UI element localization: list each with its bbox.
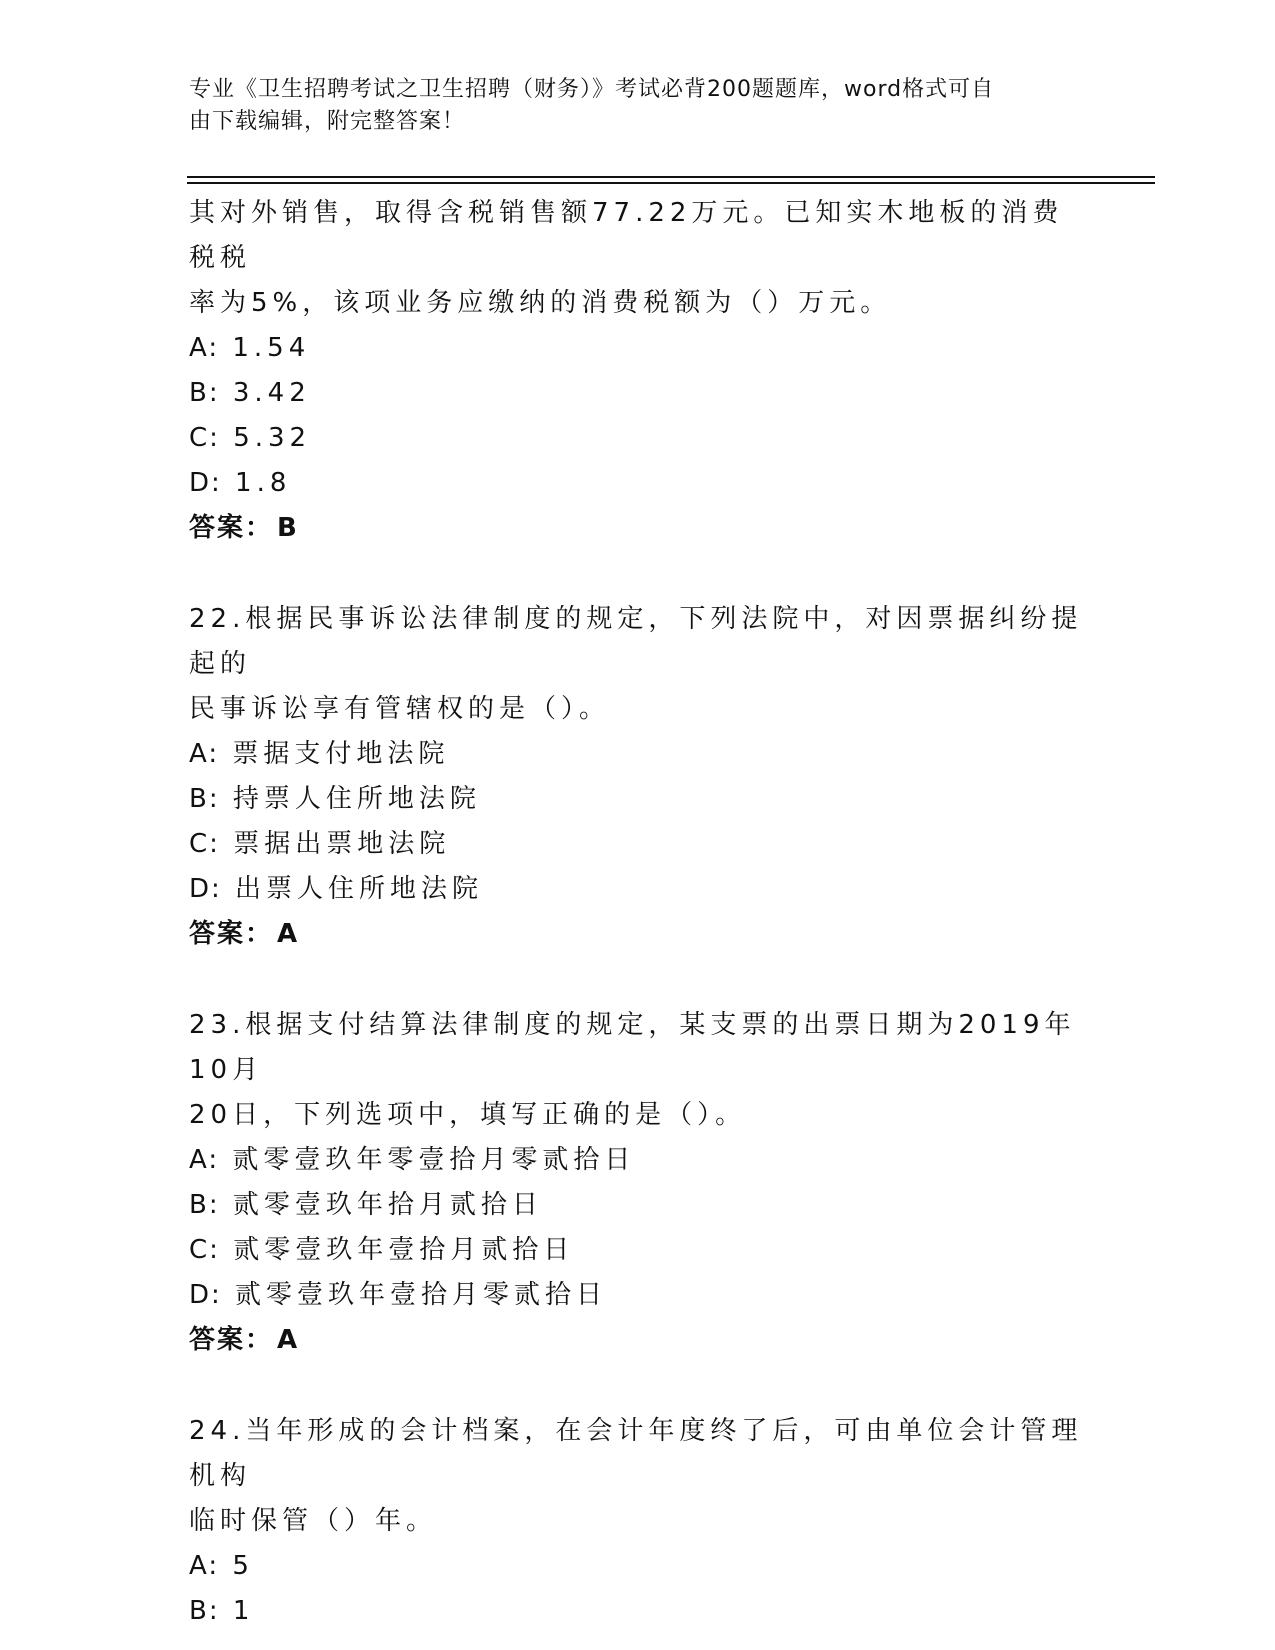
option-c: [189, 1228, 1089, 1273]
option-a: [189, 1138, 1089, 1183]
option-d: [189, 461, 1089, 506]
header-divider-top: [187, 176, 1155, 178]
option-text: 票据出票地法院: [233, 829, 451, 859]
answer-label: 答案：: [189, 919, 274, 949]
option-b: [189, 371, 1089, 416]
option-key: B:: [189, 378, 220, 408]
option-key: B:: [189, 1596, 220, 1626]
document-header: [189, 74, 1069, 138]
option-b: [189, 777, 1089, 822]
header-divider-bottom: [187, 182, 1155, 184]
option-text: 票据支付地法院: [232, 739, 450, 769]
option-key: B:: [189, 784, 220, 814]
option-b: [189, 1183, 1089, 1228]
option-text: 贰零壹玖年壹拾月零贰拾日: [235, 1280, 608, 1310]
option-key: C:: [189, 423, 220, 453]
option-text: 3.42: [232, 378, 311, 408]
option-text: 贰零壹玖年壹拾月贰拾日: [233, 1235, 575, 1265]
answer-label: 答案：: [189, 1325, 274, 1355]
option-a: [189, 1544, 1089, 1589]
option-c: [189, 416, 1089, 461]
question-stem-line: 率为5%，该项业务应缴纳的消费税额为（）万元。: [189, 288, 892, 318]
option-text: 1.8: [235, 468, 292, 498]
option-text: 贰零壹玖年零壹拾月零贰拾日: [232, 1145, 636, 1175]
question-stem-line: 24.当年形成的会计档案，在会计年度终了后，可由单位会计管理机构: [189, 1416, 1083, 1491]
option-text: 持票人住所地法院: [232, 784, 481, 814]
option-a: [189, 326, 1089, 371]
question-stem-line: 23.根据支付结算法律制度的规定，某支票的出票日期为2019年10月: [189, 1010, 1076, 1085]
question-stem-line: 22.根据民事诉讼法律制度的规定，下列法院中，对因票据纠纷提起的: [189, 604, 1083, 679]
option-text: 出票人住所地法院: [235, 874, 484, 904]
question-24: [189, 1409, 1089, 1634]
option-key: A:: [189, 333, 220, 363]
option-text: 1.54: [232, 333, 311, 363]
option-c: [189, 822, 1089, 867]
answer-line: [189, 1318, 1089, 1363]
option-key: B:: [189, 1190, 220, 1220]
option-key: D:: [189, 874, 222, 904]
option-key: A:: [189, 1145, 220, 1175]
option-d: [189, 867, 1089, 912]
option-key: D:: [189, 1280, 222, 1310]
option-text: 贰零壹玖年拾月贰拾日: [232, 1190, 543, 1220]
question-stem-line: 20日，下列选项中，填写正确的是（）。: [189, 1100, 747, 1130]
answer-value: B: [277, 513, 299, 543]
answer-line: [189, 506, 1089, 551]
question-list: [189, 191, 1089, 1634]
option-a: [189, 732, 1089, 777]
option-text: 1: [232, 1596, 255, 1626]
question-stem-line: 民事诉讼享有管辖权的是（）。: [189, 694, 611, 724]
option-key: A:: [189, 1551, 220, 1581]
option-key: C:: [189, 829, 220, 859]
header-line-1: 专业《卫生招聘考试之卫生招聘（财务）》考试必背200题题库，word格式可自: [189, 77, 995, 102]
question-continued: [189, 191, 1089, 551]
option-d: [189, 1273, 1089, 1318]
option-b: [189, 1589, 1089, 1634]
answer-value: A: [277, 919, 300, 949]
option-key: A:: [189, 739, 220, 769]
answer-value: A: [277, 1325, 300, 1355]
option-key: D:: [189, 468, 222, 498]
question-stem-line: 临时保管（）年。: [189, 1506, 438, 1536]
option-text: 5.32: [233, 423, 312, 453]
header-line-2: 由下载编辑，附完整答案！: [189, 109, 466, 134]
question-23: [189, 1003, 1089, 1363]
question-stem-line: 其对外销售，取得含税销售额77.22万元。已知实木地板的消费税税: [189, 198, 1064, 273]
answer-line: [189, 912, 1089, 957]
option-key: C:: [189, 1235, 220, 1265]
answer-label: 答案：: [189, 513, 274, 543]
option-text: 5: [232, 1551, 254, 1581]
question-22: [189, 597, 1089, 957]
